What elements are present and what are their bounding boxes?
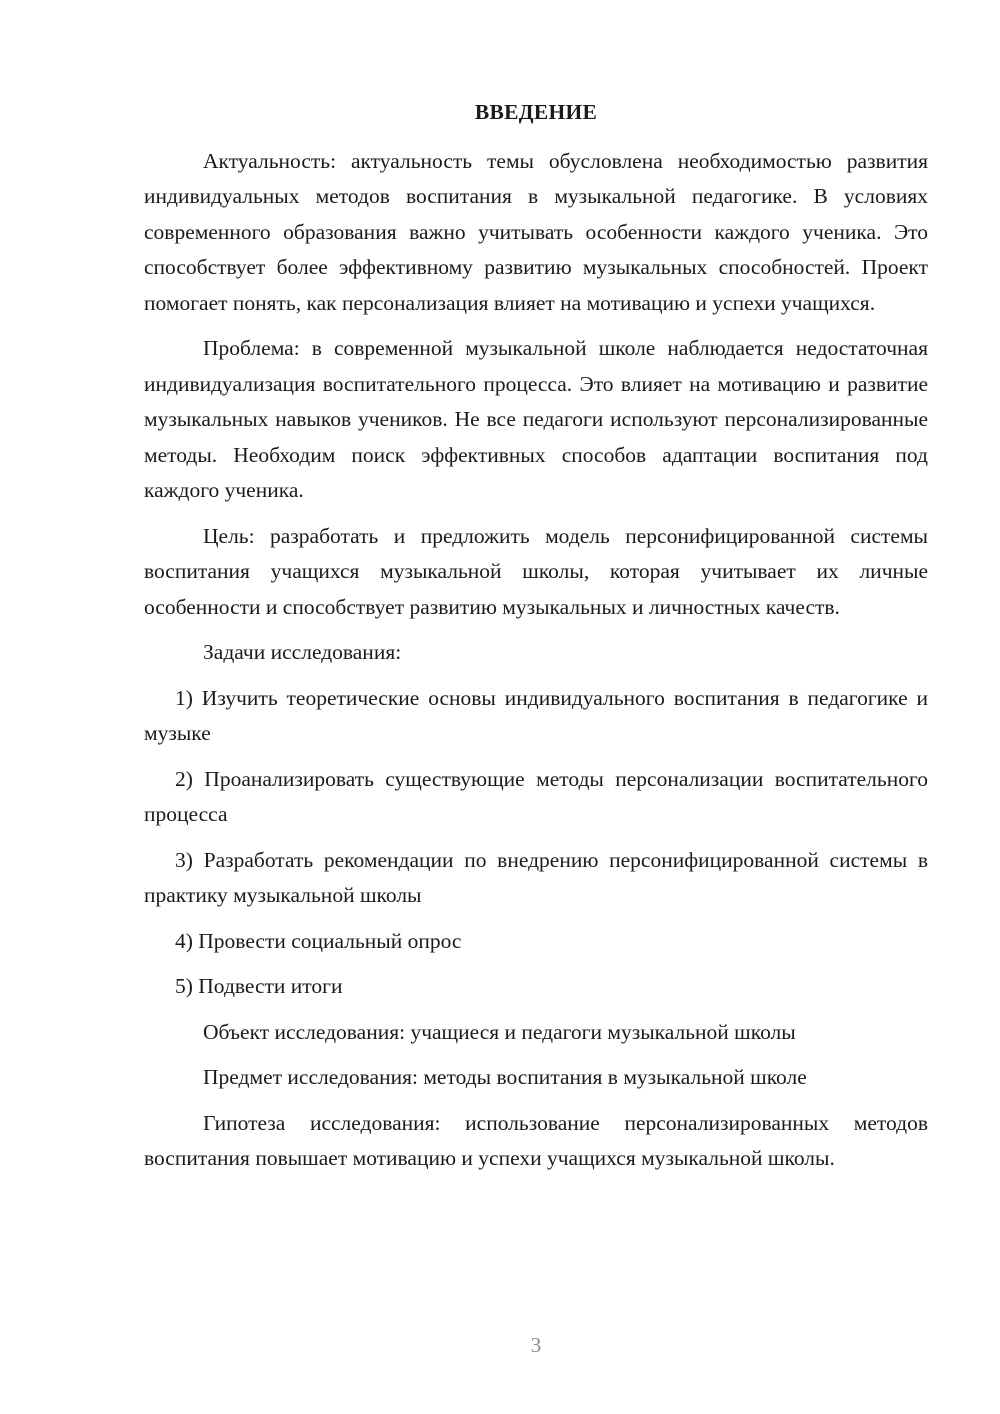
page-title: ВВЕДЕНИЕ	[474, 100, 598, 124]
research-hypothesis: Гипотеза исследования: использование персонализированных методов воспитания повышает мотивацию и успехи учащихся музыкальной школы.	[144, 1110, 928, 1170]
research-subject: Предмет исследования: методы воспитания в музыкальной школе	[203, 1065, 807, 1089]
task-item-4: 4) Провести социальный опрос	[175, 928, 462, 953]
paragraph-goal: Цель: разработать и предложить модель персонифицированной системы воспитания учащихся музыкальной школы, которая учитывает их личные особенности и способствует развитию музыкальных и личностных качеств.	[144, 523, 928, 619]
research-object: Объект исследования: учащиеся и педагоги музыкальной школы	[203, 1019, 796, 1044]
task-item-5: 5) Подвести итоги	[175, 974, 343, 998]
tasks-heading: Задачи исследования:	[203, 640, 402, 664]
task-item-1: 1) Изучить теоретические основы индивидуального воспитания в педагогике и музыке	[144, 685, 928, 745]
document-page	[144, 95, 928, 1187]
paragraph-relevance: Актуальность: актуальность темы обусловлена необходимостью развития индивидуальных методов воспитания в музыкальной педагогике. В условиях современного образования важно учитывать особенности каждого ученика. Это способствует более эффективному развитию музыкальных способностей. Проект помогает понять, как персонализация влияет на мотивацию и успехи учащихся.	[144, 148, 928, 315]
page-number: 3	[530, 1333, 542, 1357]
task-item-3: 3) Разработать рекомендации по внедрению персонифицированной системы в практику музыкальной школы	[144, 847, 928, 907]
task-item-2: 2) Проанализировать существующие методы персонализации воспитательного процесса	[144, 766, 928, 826]
paragraph-problem: Проблема: в современной музыкальной школе наблюдается недостаточная индивидуализация воспитательного процесса. Это влияет на мотивацию и развитие музыкальных навыков учеников. Не все педагоги используют персонализированные методы. Необходим поиск эффективных способов адаптации воспитания под каждого ученика.	[144, 336, 928, 502]
